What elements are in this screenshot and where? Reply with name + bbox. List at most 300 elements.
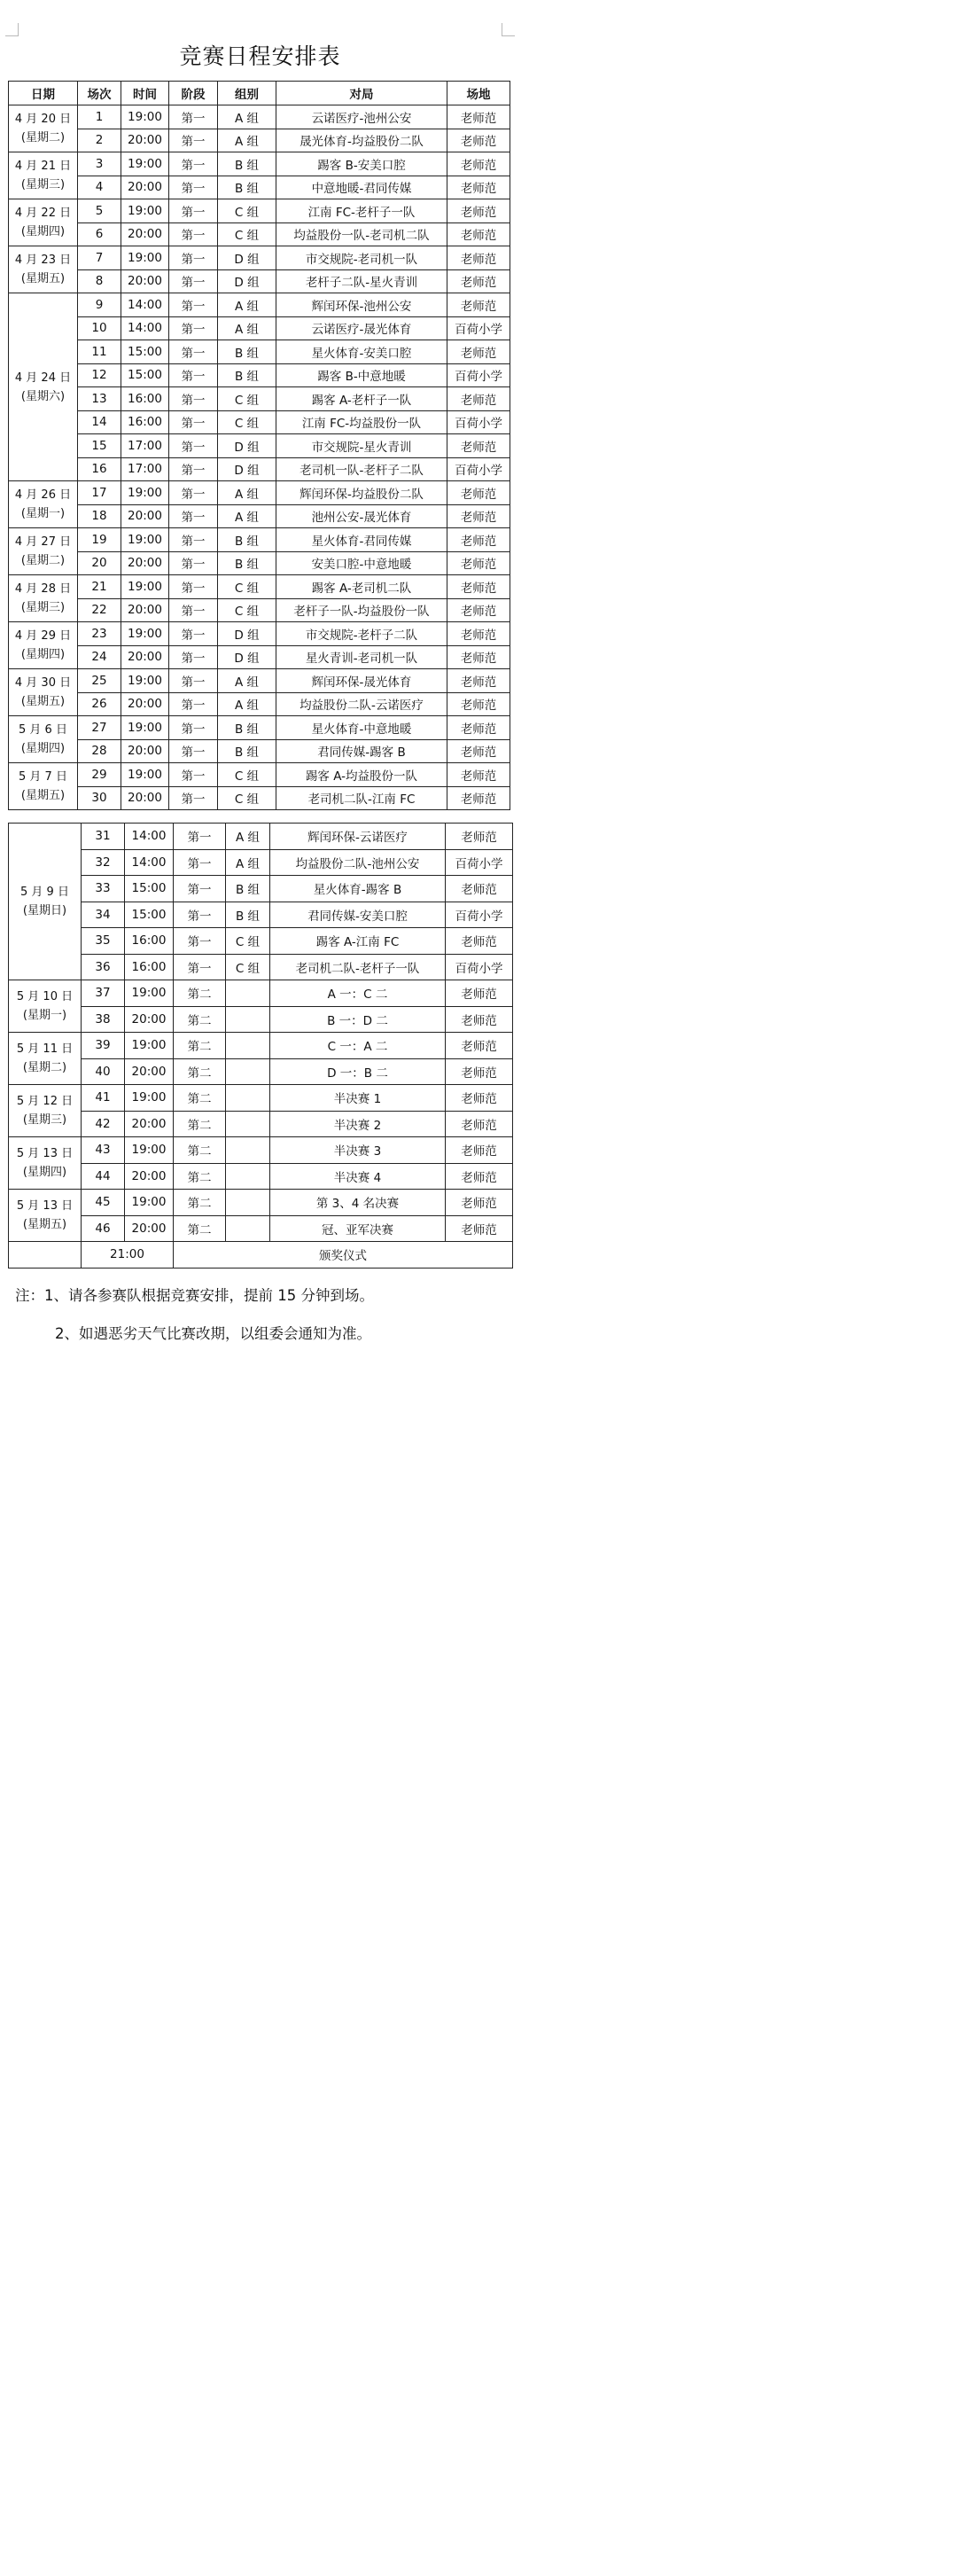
matchup: 星火体育-君同传媒 bbox=[276, 528, 447, 552]
match-group: B 组 bbox=[218, 176, 276, 199]
date-cell bbox=[9, 575, 78, 622]
match-group: A 组 bbox=[218, 481, 276, 505]
table-row bbox=[9, 1085, 513, 1112]
date-cell bbox=[9, 246, 78, 293]
matchup: 中意地暖-君同传媒 bbox=[276, 176, 447, 199]
table-row bbox=[9, 152, 510, 176]
match-stage: 第一 bbox=[169, 575, 218, 599]
date-cell bbox=[9, 622, 78, 669]
match-venue: 老师范 bbox=[447, 105, 510, 129]
match-number: 13 bbox=[78, 387, 121, 411]
table-row bbox=[9, 849, 513, 876]
match-number: 39 bbox=[82, 1033, 125, 1059]
match-number: 21 bbox=[78, 575, 121, 599]
date-text: 4 月 23 日 bbox=[14, 254, 72, 267]
match-stage: 第一 bbox=[169, 340, 218, 364]
match-venue: 老师范 bbox=[447, 176, 510, 199]
match-time: 20:00 bbox=[121, 269, 169, 293]
match-number: 16 bbox=[78, 457, 121, 481]
match-number: 32 bbox=[82, 849, 125, 876]
match-stage: 第二 bbox=[174, 1033, 226, 1059]
match-venue: 老师范 bbox=[447, 340, 510, 364]
match-time: 14:00 bbox=[121, 316, 169, 340]
match-number: 30 bbox=[78, 786, 121, 810]
matchup: 踢客 A-均益股份一队 bbox=[276, 763, 447, 787]
match-number: 1 bbox=[78, 105, 121, 129]
match-time: 16:00 bbox=[125, 954, 174, 980]
match-group bbox=[226, 1111, 270, 1137]
matchup: D 一：B 二 bbox=[270, 1058, 446, 1085]
date-text: 5 月 6 日 bbox=[19, 723, 67, 737]
match-venue: 老师范 bbox=[447, 575, 510, 599]
ceremony-time: 21:00 bbox=[82, 1242, 174, 1268]
match-time: 14:00 bbox=[125, 849, 174, 876]
matchup: 均益股份二队-池州公安 bbox=[270, 849, 446, 876]
matchup: 市交规院-老司机一队 bbox=[276, 246, 447, 270]
table-row bbox=[9, 269, 510, 293]
matchup: 踢客 A-江南 FC bbox=[270, 928, 446, 955]
match-venue: 老师范 bbox=[447, 269, 510, 293]
date-text: 4 月 30 日 bbox=[14, 676, 72, 690]
match-number: 23 bbox=[78, 622, 121, 646]
weekday-text: (星期二) bbox=[22, 1061, 67, 1074]
match-time: 19:00 bbox=[121, 199, 169, 223]
table-row bbox=[9, 622, 510, 646]
match-number: 42 bbox=[82, 1111, 125, 1137]
match-venue: 老师范 bbox=[446, 980, 513, 1007]
table-row bbox=[9, 387, 510, 411]
match-venue: 老师范 bbox=[446, 1163, 513, 1190]
match-group: B 组 bbox=[218, 551, 276, 575]
table-row bbox=[9, 363, 510, 387]
note-1: 注：1、请各参赛队根据竞赛安排，提前 15 分钟到场。 bbox=[15, 1287, 374, 1304]
match-stage: 第一 bbox=[169, 622, 218, 646]
match-number: 5 bbox=[78, 199, 121, 223]
match-number: 8 bbox=[78, 269, 121, 293]
match-stage: 第一 bbox=[174, 928, 226, 955]
match-time: 19:00 bbox=[121, 105, 169, 129]
date-cell bbox=[9, 1137, 82, 1190]
match-group: C 组 bbox=[218, 786, 276, 810]
matchup: 踢客 A-老司机二队 bbox=[276, 575, 447, 599]
ceremony-date-cell bbox=[9, 1242, 82, 1268]
match-time: 20:00 bbox=[121, 176, 169, 199]
match-group: A 组 bbox=[218, 129, 276, 152]
date-text: 4 月 26 日 bbox=[14, 488, 72, 502]
date-text: 4 月 20 日 bbox=[14, 113, 72, 126]
match-number: 36 bbox=[82, 954, 125, 980]
table-row bbox=[9, 786, 510, 810]
match-number: 19 bbox=[78, 528, 121, 552]
weekday-text: (星期二) bbox=[20, 131, 66, 144]
table-row bbox=[9, 340, 510, 364]
match-group: A 组 bbox=[226, 824, 270, 850]
match-number: 27 bbox=[78, 716, 121, 740]
match-venue: 百荷小学 bbox=[447, 316, 510, 340]
date-cell bbox=[9, 481, 78, 528]
matchup: 均益股份一队-老司机二队 bbox=[276, 222, 447, 246]
match-number: 2 bbox=[78, 129, 121, 152]
match-time: 15:00 bbox=[121, 340, 169, 364]
match-number: 26 bbox=[78, 692, 121, 716]
match-stage: 第一 bbox=[169, 481, 218, 505]
match-number: 31 bbox=[82, 824, 125, 850]
table-row bbox=[9, 1163, 513, 1190]
match-group: B 组 bbox=[218, 363, 276, 387]
match-venue: 百荷小学 bbox=[446, 902, 513, 928]
match-time: 19:00 bbox=[121, 763, 169, 787]
page-corner-mark-left bbox=[5, 23, 19, 36]
matchup: 老司机二队-江南 FC bbox=[276, 786, 447, 810]
match-stage: 第一 bbox=[174, 849, 226, 876]
match-group bbox=[226, 1033, 270, 1059]
weekday-text: (星期一) bbox=[20, 507, 66, 520]
date-text: 4 月 28 日 bbox=[14, 582, 72, 596]
match-group: B 组 bbox=[218, 716, 276, 740]
table-row bbox=[9, 1137, 513, 1164]
match-number: 12 bbox=[78, 363, 121, 387]
match-number: 38 bbox=[82, 1006, 125, 1033]
weekday-text: (星期五) bbox=[22, 1218, 67, 1231]
match-venue: 老师范 bbox=[447, 622, 510, 646]
page-title: 竞赛日程安排表 bbox=[179, 43, 341, 69]
weekday-text: (星期五) bbox=[20, 272, 66, 285]
match-group: A 组 bbox=[218, 105, 276, 129]
table-row bbox=[9, 598, 510, 622]
match-time: 20:00 bbox=[125, 1006, 174, 1033]
weekday-text: (星期日) bbox=[22, 904, 67, 917]
match-stage: 第一 bbox=[169, 363, 218, 387]
match-venue: 老师范 bbox=[447, 551, 510, 575]
match-group bbox=[226, 1190, 270, 1216]
matchup: 半决赛 2 bbox=[270, 1111, 446, 1137]
match-stage: 第一 bbox=[169, 269, 218, 293]
match-number: 22 bbox=[78, 598, 121, 622]
match-time: 19:00 bbox=[125, 1137, 174, 1164]
matchup: 老司机一队-老杆子二队 bbox=[276, 457, 447, 481]
date-text: 4 月 29 日 bbox=[14, 629, 72, 643]
table-row bbox=[9, 434, 510, 458]
matchup: 踢客 B-中意地暖 bbox=[276, 363, 447, 387]
page-corner-mark-right bbox=[502, 23, 515, 36]
match-time: 20:00 bbox=[121, 551, 169, 575]
schedule-table-part2 bbox=[8, 823, 513, 1268]
schedule-table-part1 bbox=[8, 81, 510, 810]
table-row bbox=[9, 293, 510, 317]
match-venue: 百荷小学 bbox=[446, 954, 513, 980]
match-time: 16:00 bbox=[121, 410, 169, 434]
match-group: A 组 bbox=[218, 504, 276, 528]
matchup: 半决赛 1 bbox=[270, 1085, 446, 1112]
matchup: 星火体育-踢客 B bbox=[270, 876, 446, 902]
match-stage: 第一 bbox=[169, 786, 218, 810]
match-stage: 第一 bbox=[169, 528, 218, 552]
table-row bbox=[9, 457, 510, 481]
header-stage: 阶段 bbox=[169, 82, 218, 105]
match-stage: 第二 bbox=[174, 1111, 226, 1137]
match-stage: 第二 bbox=[174, 1085, 226, 1112]
match-number: 25 bbox=[78, 669, 121, 693]
date-cell bbox=[9, 716, 78, 763]
match-stage: 第一 bbox=[169, 387, 218, 411]
matchup: 半决赛 3 bbox=[270, 1137, 446, 1164]
match-time: 20:00 bbox=[121, 222, 169, 246]
weekday-text: (星期三) bbox=[20, 601, 66, 614]
match-group bbox=[226, 1085, 270, 1112]
date-cell bbox=[9, 1033, 82, 1085]
table-row bbox=[9, 481, 510, 505]
table-row bbox=[9, 551, 510, 575]
date-text: 4 月 22 日 bbox=[14, 207, 72, 220]
match-venue: 老师范 bbox=[447, 246, 510, 270]
match-time: 20:00 bbox=[121, 504, 169, 528]
match-number: 28 bbox=[78, 739, 121, 763]
match-number: 3 bbox=[78, 152, 121, 176]
match-time: 20:00 bbox=[121, 598, 169, 622]
matchup: 池州公安-晟光体育 bbox=[276, 504, 447, 528]
match-group: D 组 bbox=[218, 246, 276, 270]
table-row bbox=[9, 902, 513, 928]
matchup: A 一：C 二 bbox=[270, 980, 446, 1007]
match-venue: 老师范 bbox=[447, 481, 510, 505]
date-text: 4 月 27 日 bbox=[14, 535, 72, 549]
match-venue: 老师范 bbox=[447, 645, 510, 669]
matchup: 老杆子一队-均益股份一队 bbox=[276, 598, 447, 622]
match-stage: 第一 bbox=[169, 763, 218, 787]
match-time: 17:00 bbox=[121, 457, 169, 481]
date-text: 4 月 21 日 bbox=[14, 160, 72, 173]
date-text: 5 月 13 日 bbox=[16, 1199, 74, 1213]
match-time: 19:00 bbox=[121, 622, 169, 646]
match-venue: 百荷小学 bbox=[447, 363, 510, 387]
match-venue: 老师范 bbox=[446, 1190, 513, 1216]
match-time: 20:00 bbox=[121, 786, 169, 810]
match-venue: 百荷小学 bbox=[446, 849, 513, 876]
matchup: C 一：A 二 bbox=[270, 1033, 446, 1059]
table-row bbox=[9, 1006, 513, 1033]
match-stage: 第一 bbox=[169, 669, 218, 693]
match-number: 4 bbox=[78, 176, 121, 199]
header-venue: 场地 bbox=[447, 82, 510, 105]
table-row bbox=[9, 1111, 513, 1137]
matchup: 星火体育-中意地暖 bbox=[276, 716, 447, 740]
match-venue: 老师范 bbox=[446, 1215, 513, 1242]
table-row bbox=[9, 410, 510, 434]
weekday-text: (星期四) bbox=[20, 742, 66, 755]
weekday-text: (星期一) bbox=[22, 1009, 67, 1022]
match-time: 17:00 bbox=[121, 434, 169, 458]
match-group bbox=[226, 1058, 270, 1085]
match-number: 44 bbox=[82, 1163, 125, 1190]
match-number: 15 bbox=[78, 434, 121, 458]
match-time: 20:00 bbox=[125, 1215, 174, 1242]
table-row bbox=[9, 824, 513, 850]
match-group: A 组 bbox=[218, 669, 276, 693]
table-row bbox=[9, 105, 510, 129]
match-group: C 组 bbox=[226, 954, 270, 980]
matchup: 老杆子二队-星火青训 bbox=[276, 269, 447, 293]
matchup: 辉闰环保-云诺医疗 bbox=[270, 824, 446, 850]
table-row bbox=[9, 739, 510, 763]
match-group: B 组 bbox=[226, 876, 270, 902]
table-row bbox=[9, 129, 510, 152]
match-time: 19:00 bbox=[121, 716, 169, 740]
match-group: B 组 bbox=[226, 902, 270, 928]
match-venue: 老师范 bbox=[446, 1033, 513, 1059]
matchup: 云诺医疗-晟光体育 bbox=[276, 316, 447, 340]
weekday-text: (星期四) bbox=[22, 1166, 67, 1179]
match-stage: 第一 bbox=[169, 199, 218, 223]
match-venue: 老师范 bbox=[446, 1058, 513, 1085]
matchup: 晟光体育-均益股份二队 bbox=[276, 129, 447, 152]
match-stage: 第二 bbox=[174, 1137, 226, 1164]
match-time: 15:00 bbox=[125, 902, 174, 928]
table-row bbox=[9, 876, 513, 902]
match-group: D 组 bbox=[218, 622, 276, 646]
header-date: 日期 bbox=[9, 82, 78, 105]
header-match-number: 场次 bbox=[78, 82, 121, 105]
match-time: 19:00 bbox=[121, 152, 169, 176]
ceremony-label: 颁奖仪式 bbox=[174, 1242, 513, 1268]
match-time: 14:00 bbox=[125, 824, 174, 850]
date-text: 4 月 24 日 bbox=[14, 371, 72, 385]
match-number: 43 bbox=[82, 1137, 125, 1164]
matchup: 安美口腔-中意地暖 bbox=[276, 551, 447, 575]
match-stage: 第一 bbox=[169, 692, 218, 716]
matchup: 君同传媒-踢客 B bbox=[276, 739, 447, 763]
match-group: C 组 bbox=[226, 928, 270, 955]
match-group: A 组 bbox=[218, 692, 276, 716]
match-stage: 第一 bbox=[169, 457, 218, 481]
match-stage: 第二 bbox=[174, 1006, 226, 1033]
match-number: 24 bbox=[78, 645, 121, 669]
match-stage: 第一 bbox=[169, 739, 218, 763]
match-group: B 组 bbox=[218, 528, 276, 552]
matchup: 踢客 B-安美口腔 bbox=[276, 152, 447, 176]
matchup: 第 3、4 名决赛 bbox=[270, 1190, 446, 1216]
match-time: 15:00 bbox=[125, 876, 174, 902]
date-cell bbox=[9, 824, 82, 980]
match-stage: 第一 bbox=[169, 716, 218, 740]
match-stage: 第一 bbox=[169, 222, 218, 246]
weekday-text: (星期六) bbox=[20, 389, 66, 403]
match-stage: 第一 bbox=[169, 293, 218, 317]
match-venue: 百荷小学 bbox=[447, 410, 510, 434]
date-cell bbox=[9, 763, 78, 810]
match-venue: 老师范 bbox=[447, 692, 510, 716]
match-venue: 老师范 bbox=[447, 598, 510, 622]
match-time: 20:00 bbox=[125, 1111, 174, 1137]
matchup: 云诺医疗-池州公安 bbox=[276, 105, 447, 129]
date-cell bbox=[9, 105, 78, 152]
match-stage: 第一 bbox=[169, 410, 218, 434]
matchup: 辉闰环保-池州公安 bbox=[276, 293, 447, 317]
match-stage: 第一 bbox=[169, 176, 218, 199]
matchup: B 一：D 二 bbox=[270, 1006, 446, 1033]
match-venue: 老师范 bbox=[447, 129, 510, 152]
match-venue: 老师范 bbox=[446, 1085, 513, 1112]
date-cell bbox=[9, 1085, 82, 1137]
date-text: 5 月 13 日 bbox=[16, 1147, 74, 1160]
match-group: C 组 bbox=[218, 575, 276, 599]
match-group: C 组 bbox=[218, 222, 276, 246]
match-venue: 老师范 bbox=[447, 739, 510, 763]
match-stage: 第一 bbox=[169, 105, 218, 129]
match-time: 19:00 bbox=[125, 980, 174, 1007]
table-row bbox=[9, 1033, 513, 1059]
matchup: 老司机二队-老杆子一队 bbox=[270, 954, 446, 980]
match-group bbox=[226, 1137, 270, 1164]
date-text: 5 月 9 日 bbox=[20, 886, 69, 899]
matchup: 江南 FC-均益股份一队 bbox=[276, 410, 447, 434]
match-stage: 第一 bbox=[174, 876, 226, 902]
match-time: 19:00 bbox=[121, 481, 169, 505]
match-stage: 第二 bbox=[174, 980, 226, 1007]
date-cell bbox=[9, 152, 78, 199]
match-number: 46 bbox=[82, 1215, 125, 1242]
match-group: B 组 bbox=[218, 152, 276, 176]
match-venue: 老师范 bbox=[447, 528, 510, 552]
match-number: 14 bbox=[78, 410, 121, 434]
match-number: 20 bbox=[78, 551, 121, 575]
match-stage: 第一 bbox=[169, 645, 218, 669]
match-time: 20:00 bbox=[121, 692, 169, 716]
matchup: 市交规院-星火青训 bbox=[276, 434, 447, 458]
match-group: C 组 bbox=[218, 410, 276, 434]
match-group: C 组 bbox=[218, 387, 276, 411]
match-stage: 第一 bbox=[169, 316, 218, 340]
match-stage: 第一 bbox=[169, 152, 218, 176]
table-row bbox=[9, 954, 513, 980]
match-stage: 第一 bbox=[174, 902, 226, 928]
date-cell bbox=[9, 293, 78, 481]
match-venue: 老师范 bbox=[447, 504, 510, 528]
match-venue: 老师范 bbox=[447, 716, 510, 740]
date-cell bbox=[9, 199, 78, 246]
match-number: 6 bbox=[78, 222, 121, 246]
match-stage: 第二 bbox=[174, 1190, 226, 1216]
match-number: 18 bbox=[78, 504, 121, 528]
table-row bbox=[9, 692, 510, 716]
match-stage: 第一 bbox=[169, 504, 218, 528]
weekday-text: (星期二) bbox=[20, 554, 66, 567]
weekday-text: (星期五) bbox=[20, 695, 66, 708]
date-text: 5 月 12 日 bbox=[16, 1095, 74, 1108]
table-row bbox=[9, 316, 510, 340]
match-stage: 第一 bbox=[174, 824, 226, 850]
weekday-text: (星期四) bbox=[20, 225, 66, 238]
match-number: 33 bbox=[82, 876, 125, 902]
matchup: 辉闰环保-均益股份二队 bbox=[276, 481, 447, 505]
match-stage: 第一 bbox=[169, 551, 218, 575]
match-number: 37 bbox=[82, 980, 125, 1007]
match-venue: 老师范 bbox=[446, 1137, 513, 1164]
match-number: 35 bbox=[82, 928, 125, 955]
table-row bbox=[9, 763, 510, 787]
match-venue: 老师范 bbox=[447, 786, 510, 810]
matchup: 星火青训-老司机一队 bbox=[276, 645, 447, 669]
match-group: D 组 bbox=[218, 457, 276, 481]
match-venue: 老师范 bbox=[447, 669, 510, 693]
date-text: 5 月 10 日 bbox=[16, 990, 74, 1003]
table-row bbox=[9, 246, 510, 270]
date-text: 5 月 7 日 bbox=[19, 770, 67, 784]
table-row bbox=[9, 1215, 513, 1242]
match-number: 9 bbox=[78, 293, 121, 317]
match-time: 20:00 bbox=[121, 739, 169, 763]
match-venue: 老师范 bbox=[446, 1006, 513, 1033]
match-time: 19:00 bbox=[125, 1033, 174, 1059]
